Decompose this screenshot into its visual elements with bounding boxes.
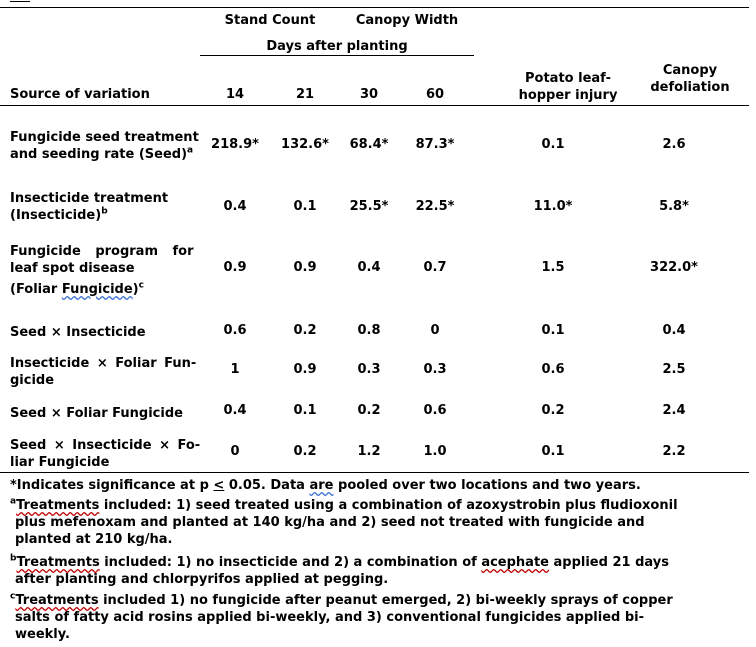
header-col-60: 60 (425, 87, 445, 102)
cell: 2.6 (662, 137, 686, 152)
cell: 322.0* (650, 260, 698, 275)
cell: 2.5 (662, 362, 686, 377)
cell: 0.4 (357, 260, 381, 275)
header-potato-line1: Potato leaf- (525, 71, 611, 86)
header-source-of-variation: Source of variation (10, 87, 150, 102)
cell: 0.2 (541, 403, 565, 418)
row-label-insecticide (10, 190, 168, 224)
cell: 0.2 (357, 403, 381, 418)
row-label-line: (Insecticide)$^b$ (10, 206, 108, 223)
cell: 5.8* (659, 199, 689, 214)
row-label-line: leaf spot disease (10, 261, 135, 276)
cell: 25.5* (349, 199, 389, 214)
row-label-line: and seeding rate (Seed)$^a$ (10, 145, 194, 162)
footnote-line: salts of fatty acid rosins applied bi-weekly, and 3) conventional fungicides applied bi- (15, 610, 645, 625)
header-canopy-line1: Canopy (662, 63, 718, 78)
cell: 2.2 (662, 444, 686, 459)
row-label-foliar-fungicide (10, 243, 192, 298)
footnote-line: $^c$Treatments included 1) no fungicide after peanut emerged, 2) bi-weekly sprays of copper (10, 591, 673, 608)
row-label-line: gicide (10, 373, 55, 388)
cell: 1.5 (541, 260, 565, 275)
cell: 2.4 (662, 403, 686, 418)
footnote-line: after planting and chlorpyrifos applied at pegging. (15, 572, 389, 587)
cell: 68.4* (349, 137, 389, 152)
footnote-line: planted at 210 kg/ha. (15, 532, 173, 547)
row-label-insecticide-x-foliar (10, 355, 196, 389)
cell: 0.6 (423, 403, 447, 418)
header-potato-leafhopper (508, 70, 628, 104)
header-canopy-defoliation (630, 62, 750, 96)
row-label-line: Seed × Foliar Fungicide (10, 406, 183, 421)
row-label-line: Insecticide treatment (10, 191, 169, 206)
row-label-line: Seed × Insecticide × Fo- (10, 438, 201, 453)
header-canopy-line2: defoliation (650, 80, 730, 95)
row-label-line: Seed × Insecticide (10, 325, 146, 340)
cell: 0 (430, 323, 440, 338)
footnote-line: $^a$Treatments included: 1) seed treated using a combination of azoxystrobin plus fludioxonil (10, 496, 678, 513)
cell: 22.5* (415, 199, 455, 214)
cell: 11.0* (533, 199, 573, 214)
footnote-line: plus mefenoxam and planted at 140 kg/ha and 2) seed not treated with fungicide and (15, 515, 645, 530)
row-label-line: Fungicide seed treatment (10, 130, 199, 145)
cell: 0.1 (541, 444, 565, 459)
footnote-a (10, 497, 678, 548)
table-bottom-rule (0, 472, 749, 473)
footnote-c (10, 592, 673, 643)
cell: 0.1 (541, 137, 565, 152)
row-label-line: liar Fungicide (10, 455, 110, 470)
cell: 0.9 (293, 260, 317, 275)
cell: 0.1 (541, 323, 565, 338)
row-label-seed (10, 129, 199, 163)
cell: 0.3 (357, 362, 381, 377)
header-days-after-planting: Days after planting (266, 39, 408, 54)
footnote-significance: *Indicates significance at p < 0.05. Data are pooled over two locations and two years. (10, 478, 641, 493)
header-bottom-rule (0, 105, 749, 106)
cell: 0.8 (357, 323, 381, 338)
cropped-caption-fragment (10, 0, 30, 2)
cell: 0.7 (423, 260, 447, 275)
cell: 87.3* (415, 137, 455, 152)
cell: 0 (230, 444, 240, 459)
cell: 0.9 (293, 362, 317, 377)
header-potato-line2: hopper injury (518, 88, 618, 103)
cell: 0.4 (662, 323, 686, 338)
cell: 0.2 (293, 444, 317, 459)
footnote-line: $^b$Treatments included: 1) no insecticide and 2) a combination of acephate applied 21 days (10, 553, 669, 570)
row-label-line: Fungicide program for (10, 244, 194, 259)
cell: 0.1 (293, 199, 317, 214)
cell: 0.9 (223, 260, 247, 275)
cell: 132.6* (281, 137, 329, 152)
header-col-30: 30 (359, 87, 379, 102)
header-stand-count: Stand Count (224, 13, 316, 28)
days-after-planting-rule (200, 55, 474, 56)
table-top-rule (0, 7, 749, 8)
row-label-line: (Foliar Fungicide)$^c$ (10, 280, 144, 297)
row-label-seed-x-foliar (10, 405, 183, 422)
header-col-21: 21 (295, 87, 315, 102)
cell: 1.0 (423, 444, 447, 459)
cell: 0.6 (541, 362, 565, 377)
cell: 0.6 (223, 323, 247, 338)
cell: 0.4 (223, 199, 247, 214)
row-label-seed-x-insecticide (10, 324, 146, 341)
header-col-14: 14 (225, 87, 245, 102)
cell: 218.9* (211, 137, 259, 152)
cell: 0.3 (423, 362, 447, 377)
footnote-line: weekly. (15, 627, 70, 642)
cell: 0.4 (223, 403, 247, 418)
row-label-line: Insecticide × Foliar Fun- (10, 356, 197, 371)
footnote-b (10, 554, 669, 588)
cell: 0.2 (293, 323, 317, 338)
row-label-three-way (10, 437, 200, 471)
cell: 1.2 (357, 444, 381, 459)
cell: 1 (230, 362, 240, 377)
header-canopy-width: Canopy Width (355, 13, 459, 28)
cell: 0.1 (293, 403, 317, 418)
